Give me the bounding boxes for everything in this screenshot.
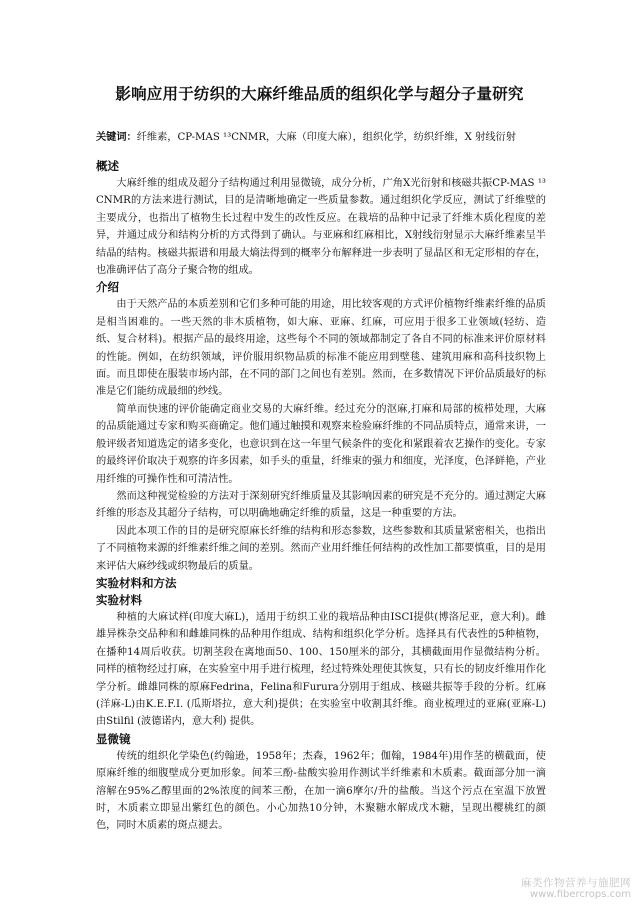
watermark-url: www.fibercrops.com	[529, 889, 631, 900]
abstract-section	[96, 158, 546, 279]
intro-paragraph-1: 由于天然产品的本质差别和它们多种可能的用途，用比较客观的方式评价植物纤维素纤维的品质是相当困难的。一些天然的非木质植物，如大麻、亚麻、红麻，可应用于很多工业领域(轻纺、造纸、复合材料)。根据产品的最终用途，这些每个不同的领域都制定了各自不同的标准来评价原材料的性能。例如，在纺织领域，评价服用织物品质的标准不能应用到壁毯、建筑用麻和高科技织物上面。而且即使在服装市场内部，在不同的部门之间也有差别。然而，在多数情况下评价品质最好的标准是它们能纺成最细的纱线。	[96, 299, 546, 398]
keywords-line	[96, 128, 599, 143]
keywords-text: 纤维素，CP-MAS ¹³CNMR，大麻（印度大麻），组织化学，纺织纤维，X 射线衍射	[136, 132, 516, 143]
site-watermark	[521, 877, 631, 901]
microscopy-heading: 显微镜	[96, 731, 131, 746]
keywords-label: 关键词：	[96, 131, 137, 143]
methods-heading: 实验材料和方法	[96, 575, 177, 590]
materials-heading: 实验材料	[96, 592, 142, 607]
paper-title: 影响应用于纺织的大麻纤维品质的组织化学与超分子量研究	[115, 84, 524, 103]
watermark-text: 麻类作物营养与施肥网	[521, 877, 631, 889]
intro-paragraph-2: 简单而快速的评价能确定商业交易的大麻纤维。经过充分的沤麻,打麻和局部的梳栉处理，大麻的品质能通过专家和购买商确定。他们通过触摸和观察来检验麻纤维的不同品质特点，通常来讲，一般评级者知道选定的诸多变化，也意识到在这一年里气候条件的变化和紧跟着农艺操作的变化。专家的最终评价取决于观察的许多因素，如手头的重量，纤维束的强力和细度，光泽度，色泽鲜艳，产业用纤维的可操作性和可清洁性。	[96, 403, 546, 485]
methods-section	[96, 575, 546, 835]
microscopy-paragraph: 传统的组织化学染色(约翰逊，1958年；杰森，1962年；伽翰，1984年)用作茎的横截面，使原麻纤维的细腹壁成分更加形象。间苯三酚-盐酸实验用作测试半纤维素和木质素。截面部分加一滴溶解在95%乙醇里面的2%浓度的间苯三酚，在加一滴6摩尔/升的盐酸。当这个污点在室温下放置时，木质素立即显出紫红色的颜色。小心加热10分钟，木聚糖水解成戊木糖，呈现出樱桃红的颜色，同时木质素的斑点褪去。	[96, 750, 546, 832]
abstract-paragraph: 大麻纤维的组成及超分子结构通过利用显微镜，成分分析，广角X光衍射和核磁共振CP-MAS ¹³CNMR的方法来进行测试，目的是清晰地确定一些质量参数。通过组织化学反应，测试了纤维壁的主要成分，也指出了植物生长过程中发生的改性反应。在栽培的品种中记录了纤维木质化程度的差异，并通过成分和结构分析的方式得到了确认。与亚麻和红麻相比，X射线衍射显示大麻纤维素呈半结晶的结构。核磁共振谱和用最大熵法得到的概率分布解释进一步表明了显晶区和无定形相的存在，也准确评估了高分子聚合物的组成。	[96, 178, 546, 277]
abstract-heading: 概述	[96, 159, 119, 173]
paper-body	[96, 158, 546, 835]
intro-section	[96, 279, 546, 575]
intro-paragraph-3: 然而这种视觉检验的方法对于深刻研究纤维质量及其影响因素的研究是不充分的。通过测定大麻纤维的形态及其超分子结构，可以明确地确定纤维的质量，这是一种重要的方法。	[96, 490, 546, 520]
intro-heading: 介绍	[96, 280, 119, 295]
materials-paragraph: 种植的大麻试样(印度大麻L)，适用于纺织工业的栽培品种由ISCI提供(博洛尼亚，意大利)。雌雄异株杂交品种和和雌雄同株的品种用作组成、结构和组织化学分析。选择具有代表性的5种植物，在播种14周后收获。切割茎段在离地面50、100、150厘米的部分，其横截面用作显微结构分析。同样的植物经过打麻，在实验室中用手进行梳理，经过特殊处理使其恢复，只有长的韧皮纤维用作化学分析。雌雄同株的原麻Fedrina，Felina和Furura分别用于组成、核磁共振等手段的分析。红麻(洋麻-L)由K.E.F.I. (瓜斯塔拉，意大利)提供；在实验室中收割其纤维。商业梳理过的亚麻(亚麻-L)由Stilfil (波德诺内，意大利) 提供。	[96, 611, 546, 728]
intro-paragraph-4: 因此本项工作的目的是研究原麻长纤维的结构和形态参数，这些参数和其质量紧密相关，也指出了不同植物来源的纤维素纤维之间的差别。然而产业用纤维任何结构的改性加工都要慎重，目的是用来评估大麻纱线或织物最后的质量。	[96, 525, 546, 572]
